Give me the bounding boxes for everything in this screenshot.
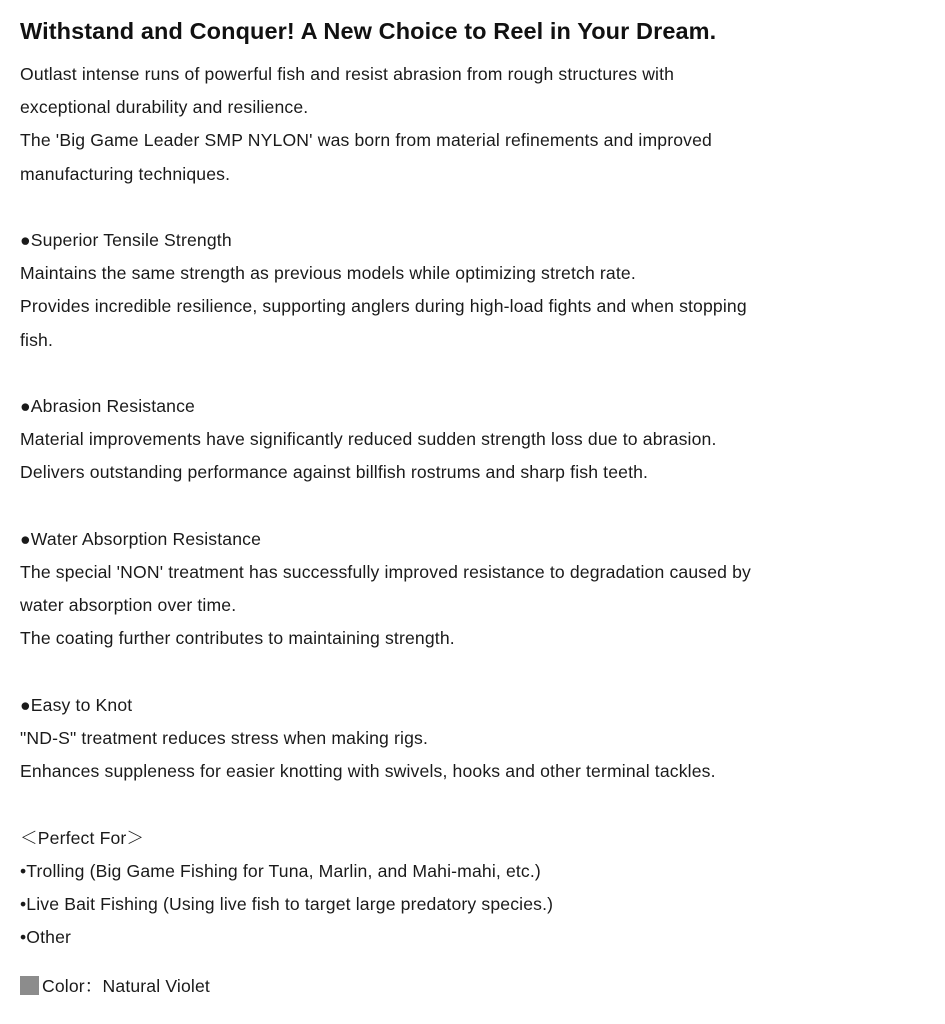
- feature-text: The special 'NON' treatment has successfully improved resistance to degradation caused by: [20, 562, 752, 582]
- feature-abrasion-resistance: [20, 390, 935, 490]
- feature-text: Provides incredible resilience, supporting anglers during high-load fights and when stopping: [20, 296, 747, 317]
- feature-easy-to-knot: [20, 689, 935, 789]
- feature-text: Material improvements have significantly reduced sudden strength loss due to abrasion.: [20, 429, 717, 450]
- spacer: [20, 490, 935, 523]
- color-label: Color：Natural Violet: [42, 976, 210, 997]
- feature-heading: ●Easy to Knot: [20, 694, 133, 715]
- list-item: •Live Bait Fishing (Using live fish to target large predatory species.): [20, 894, 554, 914]
- intro-line: manufacturing techniques.: [20, 163, 231, 184]
- feature-text: "ND-S" treatment reduces stress when making rigs.: [20, 728, 429, 748]
- feature-text: Maintains the same strength as previous models while optimizing stretch rate.: [20, 263, 636, 284]
- list-item: •Other: [20, 927, 72, 948]
- spacer: [20, 656, 935, 689]
- spacer: [20, 788, 935, 821]
- perfect-for-heading: ＜Perfect For＞: [20, 827, 145, 848]
- feature-text: water absorption over time.: [20, 595, 237, 616]
- feature-text: fish.: [20, 329, 54, 350]
- feature-water-absorption: [20, 523, 935, 656]
- color-swatch-icon: [20, 976, 39, 995]
- spacer: [20, 357, 935, 390]
- spacer: [20, 954, 935, 970]
- intro-line: Outlast intense runs of powerful fish and resist abrasion from rough structures with: [20, 64, 675, 84]
- feature-text: Delivers outstanding performance against billfish rostrums and sharp fish teeth.: [20, 462, 649, 483]
- feature-text: The coating further contributes to maintaining strength.: [20, 628, 455, 649]
- feature-heading: ●Superior Tensile Strength: [20, 230, 232, 250]
- list-item: •Trolling (Big Game Fishing for Tuna, Marlin, and Mahi-mahi, etc.): [20, 860, 541, 881]
- color-row: [20, 970, 935, 1003]
- intro-line: The 'Big Game Leader SMP NYLON' was born from material refinements and improved: [20, 130, 712, 151]
- product-description: [20, 14, 935, 1004]
- intro-section: [20, 58, 935, 191]
- page-title: Withstand and Conquer! A New Choice to Reel in Your Dream.: [20, 18, 717, 44]
- feature-tensile-strength: [20, 224, 935, 357]
- spacer: [20, 191, 935, 224]
- intro-line: exceptional durability and resilience.: [20, 97, 309, 118]
- feature-heading: ●Abrasion Resistance: [20, 396, 195, 416]
- perfect-for-section: [20, 822, 935, 955]
- feature-text: Enhances suppleness for easier knotting with swivels, hooks and other terminal tackles.: [20, 761, 716, 782]
- feature-heading: ●Water Absorption Resistance: [20, 528, 262, 549]
